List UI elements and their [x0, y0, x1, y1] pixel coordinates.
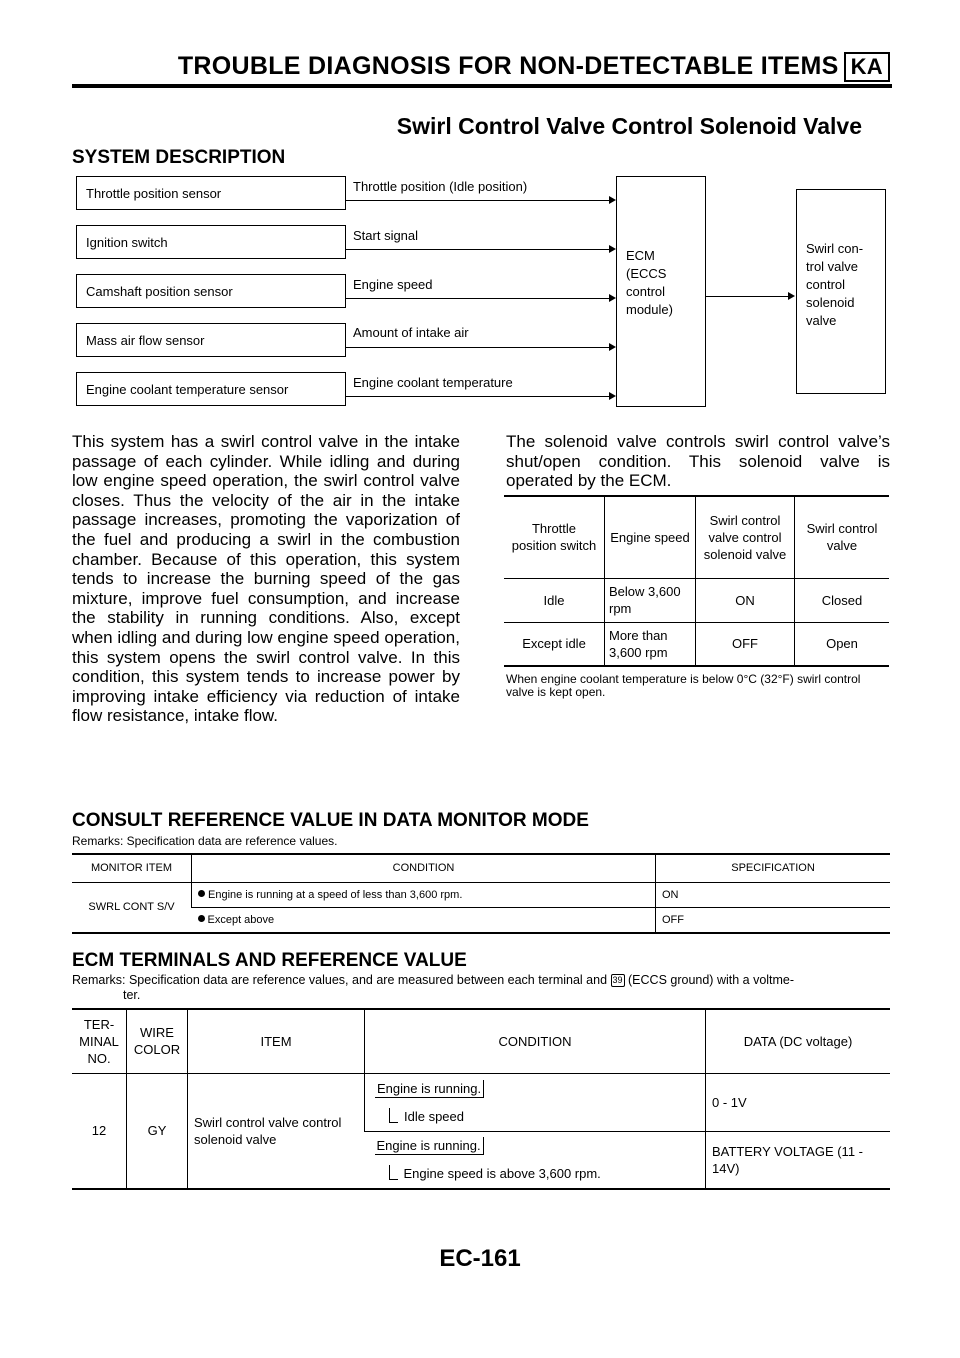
table-header-cell: Swirl control valve control solenoid valve [696, 496, 795, 578]
ecm-remarks [72, 973, 890, 1003]
sensor-box-throttle: Throttle position sensor [76, 176, 346, 210]
page-header [72, 52, 890, 82]
spec-cell: ON [656, 882, 891, 907]
ecm-remarks-text: Remarks: Specification data are reference values, and are measured between each terminal and [72, 973, 608, 987]
condition-cell [365, 1073, 706, 1131]
page-number: EC-161 [439, 1245, 521, 1272]
spec-cell: OFF [656, 907, 891, 933]
table-row [504, 622, 889, 666]
table-row [72, 882, 890, 907]
output-label-line: Swirl con- [806, 241, 864, 256]
condition-cell [192, 882, 656, 907]
bullet-icon [198, 915, 205, 922]
consult-table [72, 853, 890, 934]
signal-line [346, 347, 610, 348]
arrow-icon [609, 294, 616, 302]
ecm-remarks-text: ter. [123, 988, 141, 1002]
table-header-cell: WIRE COLOR [127, 1009, 188, 1073]
condition-sub: Idle speed [404, 1108, 464, 1124]
table-cell: More than 3,600 rpm [605, 622, 696, 666]
ecm-box [616, 176, 706, 407]
table-header-cell: CONDITION [192, 854, 656, 882]
signal-line [346, 396, 610, 397]
output-label-line: control [806, 277, 846, 292]
condition-cell [192, 907, 656, 933]
signal-line [346, 200, 610, 201]
swirl-valve-box [796, 189, 886, 394]
output-label-line: trol valve [806, 259, 859, 274]
signal-label-coolant-temp: Engine coolant temperature [353, 375, 513, 390]
signal-line [346, 298, 610, 299]
data-cell: 0 - 1V [706, 1073, 891, 1131]
header-badge: KA [844, 52, 890, 82]
ecm-label-line: ECM [626, 248, 655, 263]
table-header-cell: Engine speed [605, 496, 696, 578]
sensor-box-coolant: Engine coolant temperature sensor [76, 372, 346, 406]
arrow-icon [609, 196, 616, 204]
ecm-terminal-table [72, 1008, 890, 1190]
arrow-icon [609, 392, 616, 400]
table-header-cell: Throttle position switch [504, 496, 605, 578]
terminal-39-icon: 39 [612, 975, 623, 985]
terminal-cell: 12 [72, 1073, 127, 1189]
bullet-icon [198, 890, 205, 897]
ecm-remarks-text: (ECCS ground) with a voltme- [628, 973, 795, 987]
data-cell: BATTERY VOLTAGE (11 - 14V) [706, 1131, 891, 1189]
condition-state: Engine is running. [375, 1080, 484, 1098]
ecm-label-line: module) [626, 302, 673, 317]
sensor-box-ignition: Ignition switch [76, 225, 346, 259]
table-header-row [72, 854, 890, 882]
valve-logic-table [504, 495, 889, 667]
ecm-label-line: (ECCS [626, 266, 667, 281]
arrow-icon [609, 343, 616, 351]
coolant-note: When engine coolant temperature is below 0°C (32°F) swirl control valve is kept open. [506, 672, 861, 699]
signal-label-intake-air: Amount of intake air [353, 325, 469, 340]
table-header-cell: MONITOR ITEM [72, 854, 192, 882]
bracket-icon [389, 1108, 398, 1123]
section-heading-consult: CONSULT REFERENCE VALUE IN DATA MONITOR MODE [72, 810, 589, 831]
table-cell: Below 3,600 rpm [605, 578, 696, 622]
solenoid-description-text: The solenoid valve controls swirl control valve’s shut/open condition. This solenoid valve is operated by the ECM. [506, 432, 890, 491]
table-header-cell: TER- MINAL NO. [72, 1009, 127, 1073]
table-cell: Open [795, 622, 890, 666]
ecm-label-line: control [626, 284, 666, 299]
table-cell: Except idle [522, 636, 586, 652]
output-label-line: valve [806, 313, 837, 328]
page-title: Swirl Control Valve Control Solenoid Valve [396, 113, 862, 139]
signal-label-start: Start signal [353, 228, 419, 243]
table-cell: Idle [504, 578, 605, 622]
arrow-icon [609, 245, 616, 253]
section-heading-ecm-terminals: ECM TERMINALS AND REFERENCE VALUE [72, 950, 467, 971]
table-row [72, 907, 890, 933]
item-cell: Swirl control valve control solenoid valve [188, 1073, 365, 1189]
table-header-cell: Swirl control valve [795, 496, 890, 578]
table-header-cell: DATA (DC voltage) [706, 1009, 891, 1073]
table-header-row [504, 496, 889, 578]
table-cell: OFF [696, 622, 795, 666]
condition-text: Except above [207, 913, 275, 926]
header-title: TROUBLE DIAGNOSIS FOR NON-DETECTABLE ITEMS [177, 52, 839, 80]
signal-label-throttle: Throttle position (Idle position) [353, 179, 528, 194]
condition-cell [365, 1131, 706, 1189]
header-rule [72, 84, 892, 88]
monitor-item-cell: SWRL CONT S/V [72, 882, 192, 933]
signal-line [346, 249, 610, 250]
output-label-line: solenoid [806, 295, 855, 310]
table-cell: Closed [795, 578, 890, 622]
signal-label-engine-speed: Engine speed [353, 277, 433, 292]
table-row [72, 1073, 890, 1131]
table-header-cell: CONDITION [365, 1009, 706, 1073]
arrow-icon [788, 292, 795, 300]
table-header-row [72, 1009, 890, 1073]
bracket-icon [389, 1165, 398, 1180]
table-row [504, 578, 889, 622]
table-header-cell: SPECIFICATION [656, 854, 891, 882]
condition-text: Engine is running at a speed of less than 3,600 rpm. [208, 888, 463, 901]
condition-state: Engine is running. [375, 1137, 484, 1155]
section-heading-system-description: SYSTEM DESCRIPTION [72, 147, 286, 168]
consult-remarks: Remarks: Specification data are reference values. [72, 834, 338, 848]
sensor-box-maf: Mass air flow sensor [76, 323, 346, 357]
system-description-text: This system has a swirl control valve in the intake passage of each cylinder. While idling and during low engine speed operation, the swirl control valve closes. Thus the velocity of the air in the intake passage increases, promoting the vaporization of the fuel and producing a swirl in the combustion chamber. Because of this operation, this system tends to increase the burning speed of the gas mixture, improve fuel consumption, and increase the stability in running conditions. Also, except when idling and during low engine speed operation, this system opens the swirl control valve. In this condition, this system tends to increase power by improving intake efficiency via reduction of intake flow resistance, intake flow. [72, 432, 460, 726]
table-cell: ON [696, 578, 795, 622]
wire-color-cell: GY [127, 1073, 188, 1189]
sensor-box-camshaft: Camshaft position sensor [76, 274, 346, 308]
table-header-cell: ITEM [188, 1009, 365, 1073]
condition-sub: Engine speed is above 3,600 rpm. [403, 1166, 601, 1182]
output-line [706, 296, 789, 297]
